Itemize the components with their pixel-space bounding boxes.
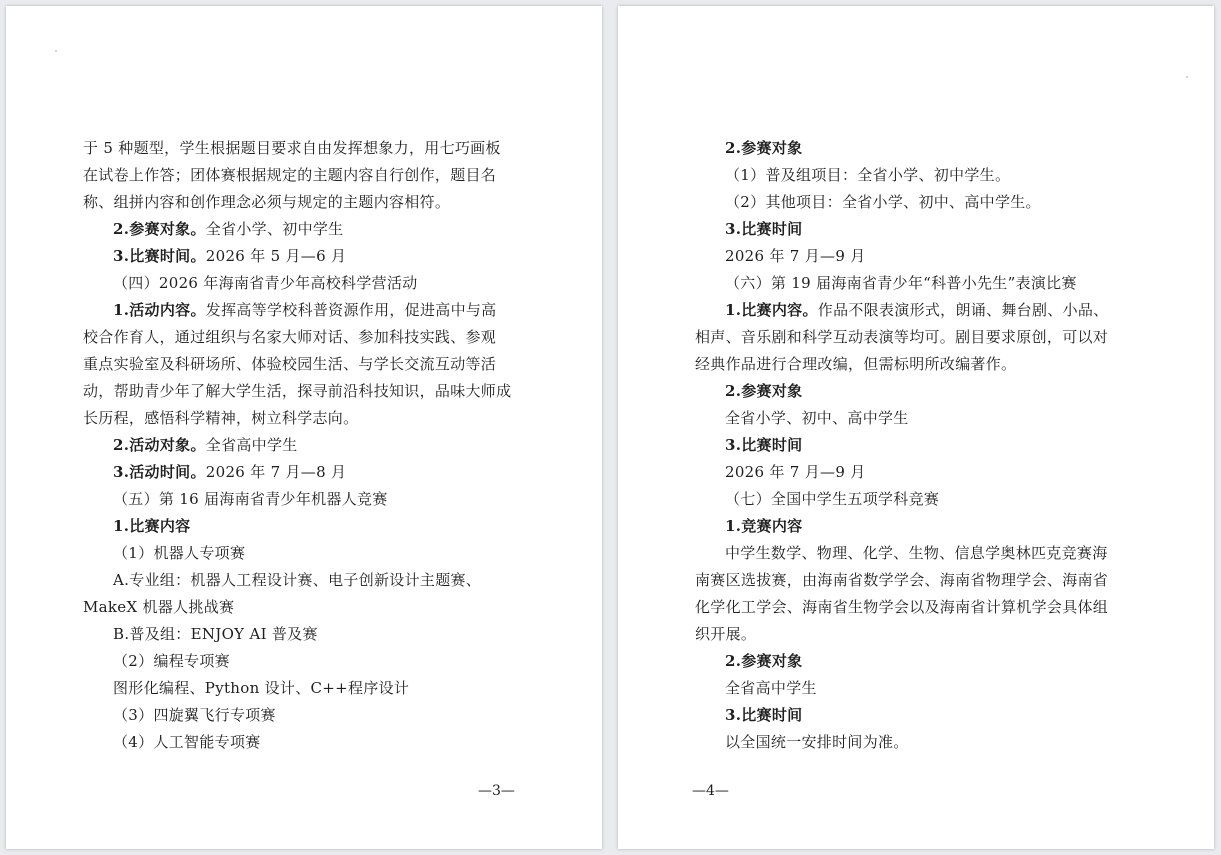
- text-line: 经典作品进行合理改编，但需标明所改编著作。: [695, 355, 1017, 373]
- text-line: 图形化编程、Python 设计、C++程序设计: [113, 679, 410, 697]
- text-line: （4）人工智能专项赛: [113, 733, 261, 751]
- text-line: 全省高中学生: [725, 679, 817, 697]
- text-line: （1）普及组项目：全省小学、初中学生。: [725, 166, 1011, 184]
- text-line: 1.比赛内容。作品不限表演形式，朗诵、舞台剧、小品、: [725, 301, 1109, 319]
- text-line: （2）其他项目：全省小学、初中、高中学生。: [725, 193, 1041, 211]
- text-line: 3.活动时间。2026 年 7 月—8 月: [113, 463, 347, 481]
- text-line: 3.比赛时间。2026 年 5 月—6 月: [113, 247, 347, 265]
- section-heading: （六）第 19 届海南省青少年“科普小先生”表演比赛: [725, 274, 1077, 292]
- text-line: 全省小学、初中、高中学生: [725, 409, 909, 427]
- text-line: 1.比赛内容: [113, 517, 191, 535]
- text-line: （1）机器人专项赛: [113, 544, 246, 562]
- text-line: 织开展。: [695, 625, 757, 643]
- text-line: 3.比赛时间: [725, 436, 803, 454]
- text-line: 称、组拼内容和创作理念必须与规定的主题内容相符。: [83, 193, 451, 211]
- text-line: 于 5 种题型，学生根据题目要求自由发挥想象力，用七巧画板: [83, 139, 501, 157]
- section-heading: （七）全国中学生五项学科竞赛: [725, 490, 940, 508]
- text-line: 化学化工学会、海南省生物学会以及海南省计算机学会具体组: [695, 598, 1109, 616]
- text-line: 3.比赛时间: [725, 220, 803, 238]
- text-line: （3）四旋翼飞行专项赛: [113, 706, 276, 724]
- text-line: 动，帮助青少年了解大学生活，探寻前沿科技知识，品味大师成: [83, 382, 512, 400]
- text-line: （2）编程专项赛: [113, 652, 230, 670]
- text-line: 南赛区选拔赛，由海南省数学学会、海南省物理学会、海南省: [695, 571, 1109, 589]
- scan-speck: [1186, 76, 1188, 78]
- text-line: B.普及组：ENJOY AI 普及赛: [113, 625, 318, 643]
- page-number: —4—: [692, 783, 729, 799]
- section-heading: （四）2026 年海南省青少年高校科学营活动: [113, 274, 418, 292]
- text-line: MakeX 机器人挑战赛: [83, 598, 235, 616]
- text-line: 在试卷上作答；团体赛根据规定的主题内容自行创作，题目名: [83, 166, 497, 184]
- text-line: 2.参赛对象: [725, 652, 803, 670]
- text-line: 中学生数学、物理、化学、生物、信息学奥林匹克竞赛海: [725, 544, 1108, 562]
- text-line: 长历程，感悟科学精神，树立科学志向。: [83, 409, 359, 427]
- text-line: 1.竞赛内容: [725, 517, 803, 535]
- text-line: 3.比赛时间: [725, 706, 803, 724]
- text-line: 2.参赛对象。全省小学、初中学生: [113, 220, 344, 238]
- text-line: 1.活动内容。发挥高等学校科普资源作用，促进高中与高: [113, 301, 497, 319]
- text-line: 重点实验室及科研场所、体验校园生活、与学长交流互动等活: [83, 355, 497, 373]
- text-line: 2.参赛对象: [725, 382, 803, 400]
- text-line: 校合作育人，通过组织与名家大师对话、参加科技实践、参观: [83, 328, 497, 346]
- text-line: A.专业组：机器人工程设计赛、电子创新设计主题赛、: [113, 571, 482, 589]
- page-number: —3—: [478, 783, 515, 799]
- text-line: 2.活动对象。全省高中学生: [113, 436, 298, 454]
- section-heading: （五）第 16 届海南省青少年机器人竞赛: [113, 490, 388, 508]
- scan-speck: [55, 50, 57, 52]
- text-line: 2.参赛对象: [725, 139, 803, 157]
- text-line: 以全国统一安排时间为准。: [725, 733, 909, 751]
- document-page-right: [618, 6, 1214, 849]
- text-line: 2026 年 7 月—9 月: [725, 463, 866, 481]
- document-page-left: [6, 6, 602, 849]
- text-line: 相声、音乐剧和科学互动表演等均可。剧目要求原创，可以对: [695, 328, 1109, 346]
- text-line: 2026 年 7 月—9 月: [725, 247, 866, 265]
